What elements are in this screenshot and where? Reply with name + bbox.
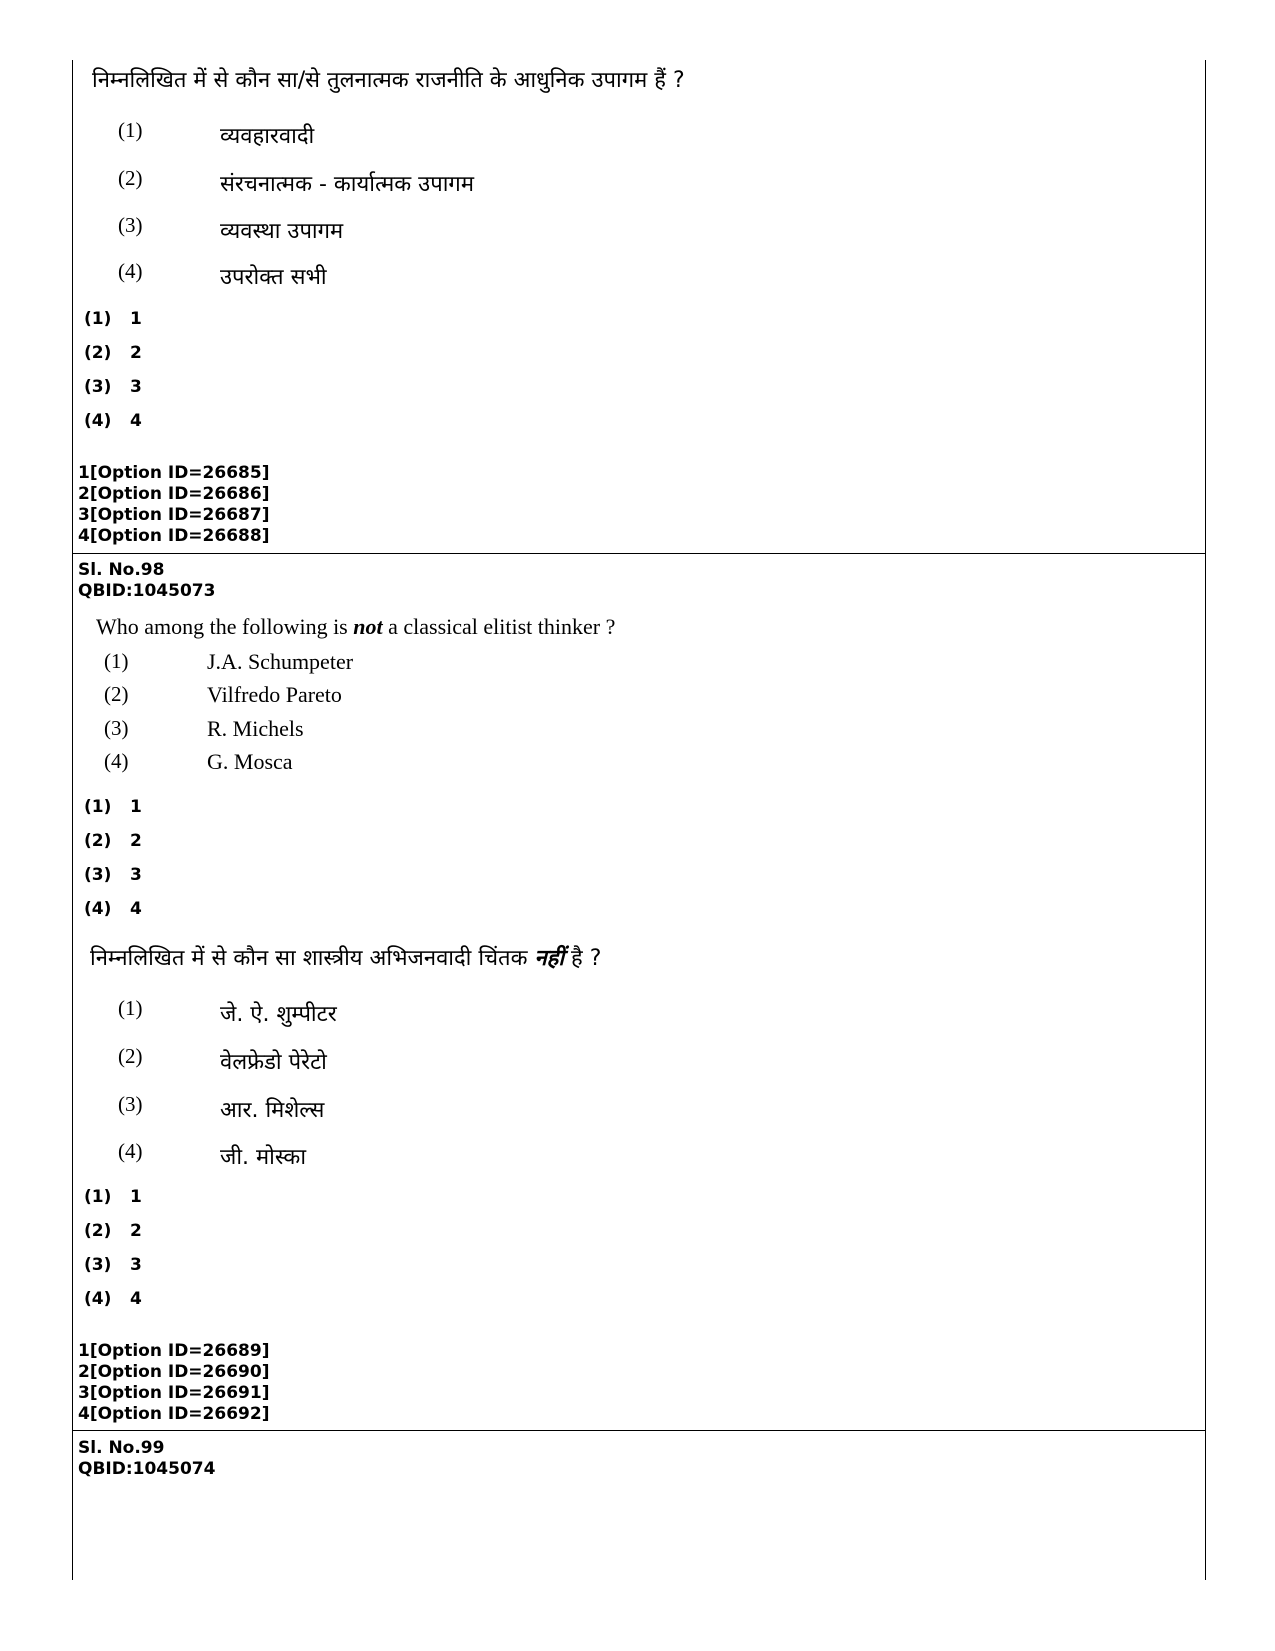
q98-option-id-3: 3[Option ID=26691] xyxy=(78,1383,270,1403)
q98-hindi-option-3-number: (3) xyxy=(118,1092,143,1116)
q98-hindi-answer-4: (4) 4 xyxy=(84,1289,142,1309)
q97-option-3-number: (3) xyxy=(118,213,143,237)
q98-option-id-4: 4[Option ID=26692] xyxy=(78,1404,270,1424)
q98-option-4-text: G. Mosca xyxy=(207,749,293,774)
q98-header xyxy=(78,560,215,602)
q98-question: Who among the following is not a classical elitist thinker ? xyxy=(96,614,616,639)
q98-option-1-number: (1) xyxy=(104,649,129,673)
q97-option-4-number: (4) xyxy=(118,259,143,283)
q98-hindi-option-1-number: (1) xyxy=(118,996,143,1020)
q98-option-2-text: Vilfredo Pareto xyxy=(207,682,342,707)
q98-hindi-option-1-text: जे. ऐ. शुम्पीटर xyxy=(220,1002,337,1027)
q98-hindi-answer-3: (3) 3 xyxy=(84,1255,142,1275)
q97-answer-2: (2) 2 xyxy=(84,343,142,363)
q98-option-3-number: (3) xyxy=(104,716,129,740)
q98-hindi-option-4-text: जी. मोस्का xyxy=(220,1145,307,1170)
q98-hindi-question: निम्नलिखित में से कौन सा शास्त्रीय अभिजनवादी चिंतक नहीं है ? xyxy=(90,946,602,971)
q97-option-1-text: व्यवहारवादी xyxy=(220,124,315,149)
q98-option-ids xyxy=(78,1341,269,1425)
q98-qbid: QBID:1045073 xyxy=(78,581,216,601)
q98-sl-no: Sl. No.98 xyxy=(78,560,165,580)
q98-answer-2: (2) 2 xyxy=(84,831,142,851)
q97-hindi-question: निम्नलिखित में से कौन सा/से तुलनात्मक राजनीति के आधुनिक उपागम हैं ? xyxy=(92,68,685,93)
q98-answer-4: (4) 4 xyxy=(84,899,142,919)
q99-sl-no: Sl. No.99 xyxy=(78,1438,165,1458)
q97-option-ids xyxy=(78,463,269,547)
q98-hindi-option-3-text: आर. मिशेल्स xyxy=(220,1098,325,1123)
question-divider xyxy=(72,1430,1206,1431)
q97-answer-3: (3) 3 xyxy=(84,377,142,397)
q97-answer-4: (4) 4 xyxy=(84,411,142,431)
q98-hindi-option-2-text: वेलफ्रेडो पेरेटो xyxy=(220,1050,327,1075)
q99-header xyxy=(78,1438,215,1480)
q98-hindi-answer-1: (1) 1 xyxy=(84,1187,142,1207)
q97-option-id-1: 1[Option ID=26685] xyxy=(78,463,270,483)
q99-qbid: QBID:1045074 xyxy=(78,1459,216,1479)
q98-option-4-number: (4) xyxy=(104,749,129,773)
q98-answer-1: (1) 1 xyxy=(84,797,142,817)
q98-option-2-number: (2) xyxy=(104,682,129,706)
q97-option-2-number: (2) xyxy=(118,166,143,190)
q98-option-id-1: 1[Option ID=26689] xyxy=(78,1341,270,1361)
q98-option-id-2: 2[Option ID=26690] xyxy=(78,1362,270,1382)
q97-option-3-text: व्यवस्था उपागम xyxy=(220,219,344,244)
q97-option-id-4: 4[Option ID=26688] xyxy=(78,526,270,546)
q97-option-1-number: (1) xyxy=(118,118,143,142)
q98-hindi-answer-2: (2) 2 xyxy=(84,1221,142,1241)
q98-hindi-option-4-number: (4) xyxy=(118,1139,143,1163)
q98-option-1-text: J.A. Schumpeter xyxy=(207,649,354,674)
question-divider xyxy=(72,553,1206,554)
q97-option-2-text: संरचनात्मक - कार्यात्मक उपागम xyxy=(220,172,474,197)
q98-hindi-question-emphasis: नहीं xyxy=(534,946,565,971)
q97-option-id-2: 2[Option ID=26686] xyxy=(78,484,270,504)
q97-option-4-text: उपरोक्त सभी xyxy=(220,265,327,290)
q98-hindi-option-2-number: (2) xyxy=(118,1044,143,1068)
q98-answer-3: (3) 3 xyxy=(84,865,142,885)
q98-option-3-text: R. Michels xyxy=(207,716,304,741)
q98-question-emphasis: not xyxy=(353,614,383,639)
q97-answer-1: (1) 1 xyxy=(84,309,142,329)
q97-option-id-3: 3[Option ID=26687] xyxy=(78,505,270,525)
